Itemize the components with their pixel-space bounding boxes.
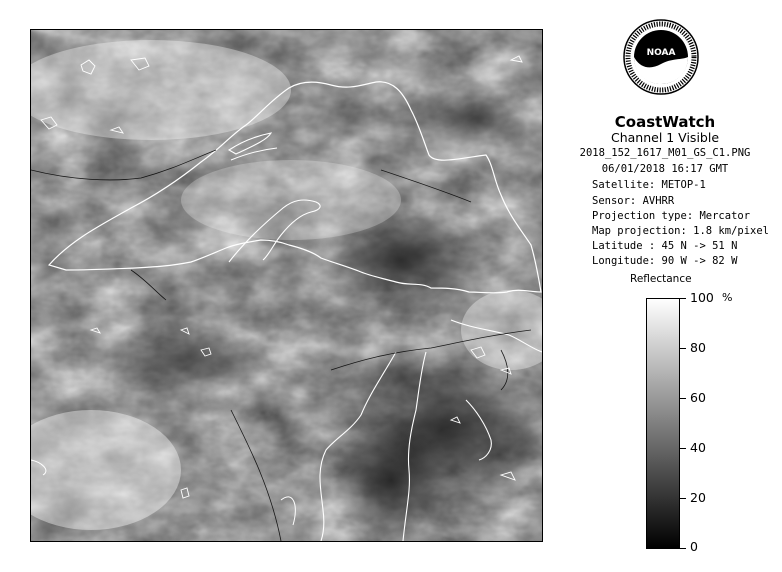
brand-title: CoastWatch — [614, 113, 716, 131]
noaa-logo-icon — [622, 18, 700, 104]
tick-label: 100 — [690, 290, 714, 305]
legend-unit: % — [722, 291, 733, 304]
projection-type-label: Projection type: Mercator — [592, 210, 751, 222]
tick-label: 0 — [690, 539, 698, 554]
latitude-label: Latitude : 45 N -> 51 N — [592, 240, 738, 252]
satellite-map — [30, 29, 543, 542]
tick-mark — [680, 498, 686, 499]
reflectance-colorbar — [646, 298, 680, 549]
filename-label: 2018_152_1617_M01_GS_C1.PNG — [579, 147, 751, 159]
map-projection-label: Map projection: 1.8 km/pixel — [592, 225, 770, 237]
tick-label: 40 — [690, 440, 706, 455]
tick-mark — [680, 548, 686, 549]
satellite-label: Satellite: METOP-1 — [592, 179, 706, 191]
tick-mark — [680, 348, 686, 349]
longitude-label: Longitude: 90 W -> 82 W — [592, 255, 738, 267]
tick-label: 60 — [690, 390, 706, 405]
channel-label: Channel 1 Visible — [610, 130, 720, 145]
legend-title: Reflectance — [630, 273, 692, 285]
map-canvas — [31, 30, 542, 541]
tick-label: 80 — [690, 340, 706, 355]
tick-mark — [680, 448, 686, 449]
sensor-label: Sensor: AVHRR — [592, 195, 675, 207]
tick-mark — [680, 398, 686, 399]
svg-text:NOAA: NOAA — [646, 48, 676, 58]
datetime-label: 06/01/2018 16:17 GMT — [601, 163, 729, 175]
tick-label: 20 — [690, 490, 706, 505]
tick-mark — [680, 298, 686, 299]
